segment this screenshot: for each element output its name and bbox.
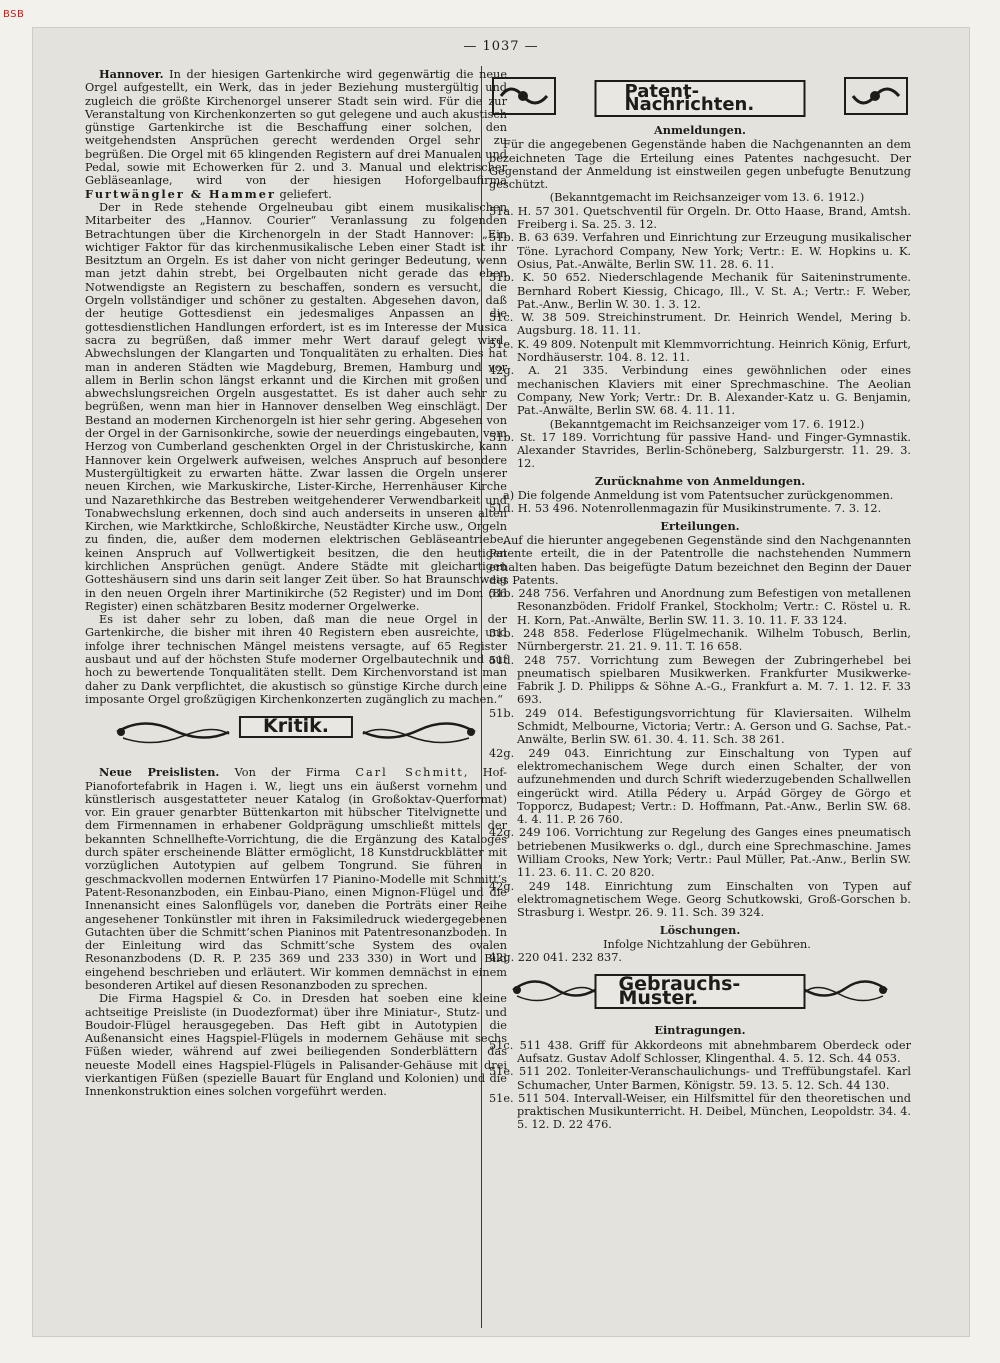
- patent-entry: 51e. 511 202. Tonleiter-Veranschaulichungs- und Treffübungstafel. Karl Schumacher, Unter Barmen, Königstr. 59. 13. 5. 12. Sch. 44 130.: [489, 1065, 911, 1092]
- preislisten-text-b: , Hof-Pianofortefabrik in Hagen i. W., liegt uns ein äußerst vornehm und künstlerisch ausgestatteter neuer Katalog (in Großoktav-Querformat) vor. Ein grauer genarbter Büttenkarton mit hübscher Titelvignette und dem Firmennamen in erhabener Goldprägung umschließt mittels der bekannten Schnellhefte-Vorrichtung, die die Ergänzung des Kataloges durch später erscheinende Blätter ermöglicht, 18 Kunstdruckblätter mit vorzüglichen Autotypien auf gelbem Tongrund. Sie führen in geschmackvollen modernen Entwürfen 17 Pianino-Modelle mit Schmitt’s Patent-Resonanzboden, ein Einbau-Piano, einen Mignon-Flügel und die Innenansicht eines Salonflügels vor, daneben die Porträts einer Reihe angesehener Tonkünstler mit ihren in Faksimiledruck wiedergegebenen Gutachten über die Schmitt’schen Pianinos mit Patentresonanzboden. In der Einleitung wird das Schmitt’sche System des ovalen Resonanzbodens (D. R. P. 235 369 und 233 330) in Wort und Bild eingehend beschrieben und erläutert. Wir kommen demnächst in einem besonderen Artikel auf diesen Resonanzboden zu sprechen.: [85, 766, 508, 992]
- bsb-watermark: BSB: [3, 9, 25, 20]
- hannover-paragraph-2: Der in Rede stehende Orgelneubau gibt einem musikalischen Mitarbeiter des „Hannov. Courier“ Veranlassung zu folgenden Betrachtungen über die Kirchenorgeln in der Stadt Hannover: „Ein wichtiger Faktor für das kirchenmusikalische Leben einer Stadt ist ihr Besitztum an Orgeln. Es ist daher von nicht geringer Bedeutung, wenn man jetzt dahin strebt, bei Orgelbauten nicht gerade das eben Notwendigste an Registern zu beschaffen, sondern es versucht, die Orgeln vollständiger und schöner zu gestalten. Abgesehen davon, daß der heutige Gottesdienst ein jedesmaliges Anpassen an die gottesdienstlichen Handlungen erfordert, ist es im Interesse der Musica sacra zu begrüßen, daß immer mehr Wert darauf gelegt wird, Abwechslungen der Klangarten und Tonqualitäten zu erhalten. Dies hat man in anderen Städten wie Magdeburg, Bremen, Hamburg und vor allem in Berlin schon längst erkannt und die Kirchen mit großen und abwechslungsreichen Orgeln ausgestattet. Es ist daher auch sehr zu begrüßen, wenn man hier in Hannover denselben Weg einschlägt. Der Bestand an modernen Kirchenorgeln ist hier sehr gering. Abgesehen von der Orgel in der Garnisonkirche, sowie der neuerdings eingebauten, vom Herzog von Cumberland geschenkten Orgel in der Christuskirche, kann Hannover kein Orgelwerk aufweisen, welches Anspruch auf besondere Mustergültigkeit zu erwarten hätte. Zwar lassen die Orgeln unserer neuen Kirchen, wie Markuskirche, Lister-Kirche, Herrenhäuser Kirche und Nazarethkirche das Bestreben weitgehenderer Verwendbarkeit und Tonabwechslung erkennen, doch sind auch anderseits in unseren alten Kirchen, wie Marktkirche, Schloßkirche, Neustädter Kirche usw., Orgeln zu finden, die, außer dem modernen elektrischen Gebläseantriebe, keinen Anspruch auf Vollwertigkeit besitzen, die den heutigen kirchlichen Ansprüchen genügt. Andere Städte mit gleichartigen Gotteshäusern sind uns darin seit langer Zeit über. So hat Braunschweig in den neuen Orgeln ihrer Martinikirche (52 Register) und im Dom (86 Register) einen schätzbaren Besitz moderner Orgelwerke.: [85, 200, 507, 613]
- hannover-title: Hannover.: [99, 67, 164, 81]
- hannover-paragraph-1-end: geliefert.: [279, 187, 332, 201]
- entries-group-1: [489, 205, 911, 418]
- loeschungen-heading: Löschungen.: [659, 922, 741, 937]
- patent-entry: 51c. 511 438. Griff für Akkordeons mit abnehmbarem Oberdeck oder Aufsatz. Gustav Adolf Schlosser, Klingenthal. 4. 5. 12. Sch. 44 053.: [489, 1038, 911, 1065]
- patent-entry: 51b. 248 756. Verfahren und Anordnung zum Befestigen von metallenen Resonanzböden. Fridolf Frankel, Stockholm; Vertr.: C. Röstel u. R. H. Korn, Pat.-Anwälte, Berlin SW. 11. 3. 10. 11. F. 33 124.: [489, 587, 911, 627]
- ornament-right-icon: [843, 74, 909, 118]
- ornament-left-icon: [491, 74, 557, 118]
- patent-entry: 42g. 220 041. 232 837.: [489, 951, 622, 965]
- loeschungen-subheading: Infolge Nichtzahlung der Gebühren.: [603, 937, 811, 951]
- hannover-firm: Furtwängler & Hammer: [85, 186, 276, 201]
- gebrauchs-banner: [489, 966, 911, 1016]
- patent-entry: 51b. 248 858. Federlose Flügelmechanik. Wilhelm Tobusch, Berlin, Nürnbergerstr. 21. 21. 9. 11. T. 16 658.: [489, 626, 911, 654]
- patent-entry: 51d. 248 757. Vorrichtung zum Bewegen der Zubringerhebel bei pneumatisch spielbaren Musikwerken. Frankfurter Musikwerke-Fabrik J. D. Philipps & Söhne A.-G., Frankfurt a. M. 7. 1. 12. F. 33 693.: [489, 653, 911, 707]
- kritik-title: Kritik.: [239, 716, 353, 737]
- ornament-left-icon: [509, 970, 599, 1010]
- right-column: [489, 68, 911, 1132]
- patent-title: Patent-Nachrichten.: [595, 80, 806, 117]
- preislisten-article: [85, 766, 507, 992]
- anmeldungen-intro: Für die angegebenen Gegenstände haben die Nachgenannten an dem bezeichneten Tage die Erteilung eines Patentes nachgesucht. Der Gegenstand der Anmeldung ist einstweilen gegen unbefugte Benutzung geschützt.: [489, 138, 911, 192]
- preislisten-title: Neue Preislisten.: [99, 765, 220, 780]
- patent-entry: 51b. B. 63 639. Verfahren und Einrichtung zur Erzeugung musikalischer Töne. Lyrachord Company, New York; Vertr.: E. W. Hopkins u. K. Osius, Pat.-Anwälte, Berlin SW. 11. 28. 6. 11.: [489, 231, 911, 271]
- patent-entry: 42g. 249 148. Einrichtung zum Einschalten von Typen auf elektromagnetischem Wege. Georg Schutkowski, Groß-Gorschen b. Strasburg i. Westpr. 26. 9. 11. Sch. 39 324.: [489, 879, 911, 920]
- bekannt-note-1: (Bekanntgemacht im Reichsanzeiger vom 13. 6. 1912.): [549, 191, 865, 205]
- hannover-paragraph-3: Es ist daher sehr zu loben, daß man die neue Orgel in der Gartenkirche, die bisher mit ihren 40 Registern eben ausreichte, und infolge ihrer technischen Mängel meistens versagte, auf 65 Register ausbaut und auf der höchsten Stufe moderner Orgelbautechnik und auf hoch zu bewertende Tonqualitäten stellt. Dem Kirchenvorstand ist man daher zu Dank verpflichtet, die akustisch so günstige Kirche durch eine imposante Orgel großzügigen Kirchenkonzerten zugänglich zu machen.“: [85, 613, 507, 706]
- patent-entry: 51e. 511 504. Intervall-Weiser, ein Hilfsmittel für den theoretischen und praktischen Musikunterricht. H. Deibel, München, Leopoldstr. 34. 4. 5. 12. D. 22 476.: [489, 1091, 911, 1132]
- patent-entry: 42g. 249 043. Einrichtung zur Einschaltung von Typen auf elektromechanischem Wege durch einen Schalter, der von aufzunehmenden und durch Schrift wiederzugebenden Schallwellen eingerückt wird. Atilla Pédery u. Arpád Görgey de Görgo et Topporcz, Budapest; Vertr.: D. Hoffmann, Pat.-Anw., Berlin SW. 68. 4. 4. 11. P. 26 760.: [489, 746, 911, 827]
- patent-entry: 51a. H. 57 301. Quetschventil für Orgeln. Dr. Otto Haase, Brand, Amtsh. Freiberg i. Sa. 25. 3. 12.: [489, 204, 911, 232]
- ornament-left-icon: [113, 712, 233, 752]
- patent-entry: 51b. 249 014. Befestigungsvorrichtung für Klaviersaiten. Wilhelm Schmidt, Melbourne, Victoria; Vertr.: A. Gerson und G. Sachse, Pat.-Anwälte, Berlin SW. 61. 30. 4. 11. Sch. 38 261.: [489, 706, 911, 747]
- kritik-banner: [85, 708, 507, 758]
- erteilungen-heading: Erteilungen.: [660, 518, 740, 533]
- zuruecknahme-heading: Zurücknahme von Anmeldungen.: [594, 473, 806, 488]
- newspaper-page: [33, 28, 969, 1336]
- patent-entry: 51b. St. 17 189. Vorrichtung für passive Hand- und Finger-Gymnastik. Alexander Stavrides, Berlin-Schöneberg, Salzburgerstr. 11. 29. 3. 12.: [489, 430, 911, 471]
- patent-entry: 51b. K. 50 652. Niederschlagende Mechanik für Saiteninstrumente. Bernhard Robert Kiessig, Chicago, Ill., V. St. A.; Vertr.: F. Weber, Pat.-Anw., Berlin W. 30. 1. 3. 12.: [489, 271, 911, 311]
- ornament-right-icon: [801, 970, 891, 1010]
- bekannt-note-2: (Bekanntgemacht im Reichsanzeiger vom 17. 6. 1912.): [549, 417, 865, 431]
- left-column: [85, 68, 507, 1099]
- erteilungen-intro: Auf die hierunter angegebenen Gegenstände sind den Nachgenannten Patente erteilt, die in der Patentrolle die nachstehenden Nummern erhalten haben. Das beigefügte Datum bezeichnet den Beginn der Dauer des Patents.: [489, 533, 911, 587]
- hagspiel-paragraph: Die Firma Hagspiel & Co. in Dresden hat soeben eine kleine achtseitige Preisliste (in Duodezformat) über ihre Miniatur-, Stutz- und Boudoir-Flügel herausgegeben. Das Heft gibt in Autotypien die Außenansicht eines Hagspiel-Flügels in modernem Gehäuse mit sechs Füßen wieder, während auf zwei beiliegenden Sonderblättern das neueste Modell eines Hagspiel-Flügels in Palisander-Gehäuse mit drei vierkantigen Füßen (spezielle Bauart für England und Kolonien) und die Innenkonstruktion eines solchen vorgeführt werden.: [85, 992, 507, 1099]
- hannover-paragraph-1: In der hiesigen Gartenkirche wird gegenwärtig die neue Orgel aufgestellt, ein Werk, das in jeder Beziehung mustergültig und zugleich die größte Kirchenorgel unserer Stadt sein wird. Für die zur Veranstaltung von Kirchenkonzerten so gut gelegene und auch akustisch günstige Gartenkirche ist die Beschaffung einer solchen, den weitgehendsten Ansprüchen gerecht werdenden Orgel sehr zu begrüßen. Die Orgel mit 65 klingenden Registern auf drei Manualen und Pedal, sowie mit Echowerken für 2. und 3. Manual und elektrischer Gebläseanlage, wird von der hiesigen Hoforgelbaufirma: [85, 68, 507, 188]
- patent-banner: [489, 70, 911, 116]
- page-number: — 1037 —: [463, 39, 539, 54]
- zuruecknahme-intro: a) Die folgende Anmeldung ist vom Patentsucher zurückgenommen.: [503, 489, 894, 503]
- patent-entry: 51d. H. 53 496. Notenrollenmagazin für Musikinstrumente. 7. 3. 12.: [489, 502, 882, 516]
- patent-entry: 51e. K. 49 809. Notenpult mit Klemmvorrichtung. Heinrich König, Erfurt, Nordhäuserstr. 104. 8. 12. 11.: [489, 337, 911, 365]
- gebrauchs-title: Gebrauchs-Muster.: [595, 974, 806, 1009]
- patent-entry: 42g. A. 21 335. Verbindung eines gewöhnlichen oder eines mechanischen Klaviers mit einer Sprechmaschine. The Aeolian Company, New York; Vertr.: Dr. B. Alexander-Katz u. G. Benjamin, Pat.-Anwälte, Berlin SW. 68. 4. 11. 11.: [489, 364, 911, 418]
- hannover-article: [85, 68, 507, 201]
- patent-entry: 51c. W. 38 509. Streichinstrument. Dr. Heinrich Wendel, Mering b. Augsburg. 18. 11. 11.: [489, 311, 911, 338]
- entries-group-4: [489, 587, 911, 919]
- ornament-right-icon: [359, 712, 479, 752]
- preislisten-firm: Carl Schmitt: [355, 766, 464, 780]
- anmeldungen-heading: Anmeldungen.: [654, 123, 746, 137]
- preislisten-text-a: Von der Firma: [234, 766, 341, 780]
- patent-entry: 42g. 249 106. Vorrichtung zur Regelung des Ganges eines pneumatisch betriebenen Musikwerks o. dgl., durch eine Sprechmaschine. James William Crooks, New York; Vertr.: Paul Müller, Pat.-Anw., Berlin SW. 11. 23. 6. 11. C. 20 820.: [489, 826, 911, 880]
- eintragungen-heading: Eintragungen.: [654, 1023, 746, 1038]
